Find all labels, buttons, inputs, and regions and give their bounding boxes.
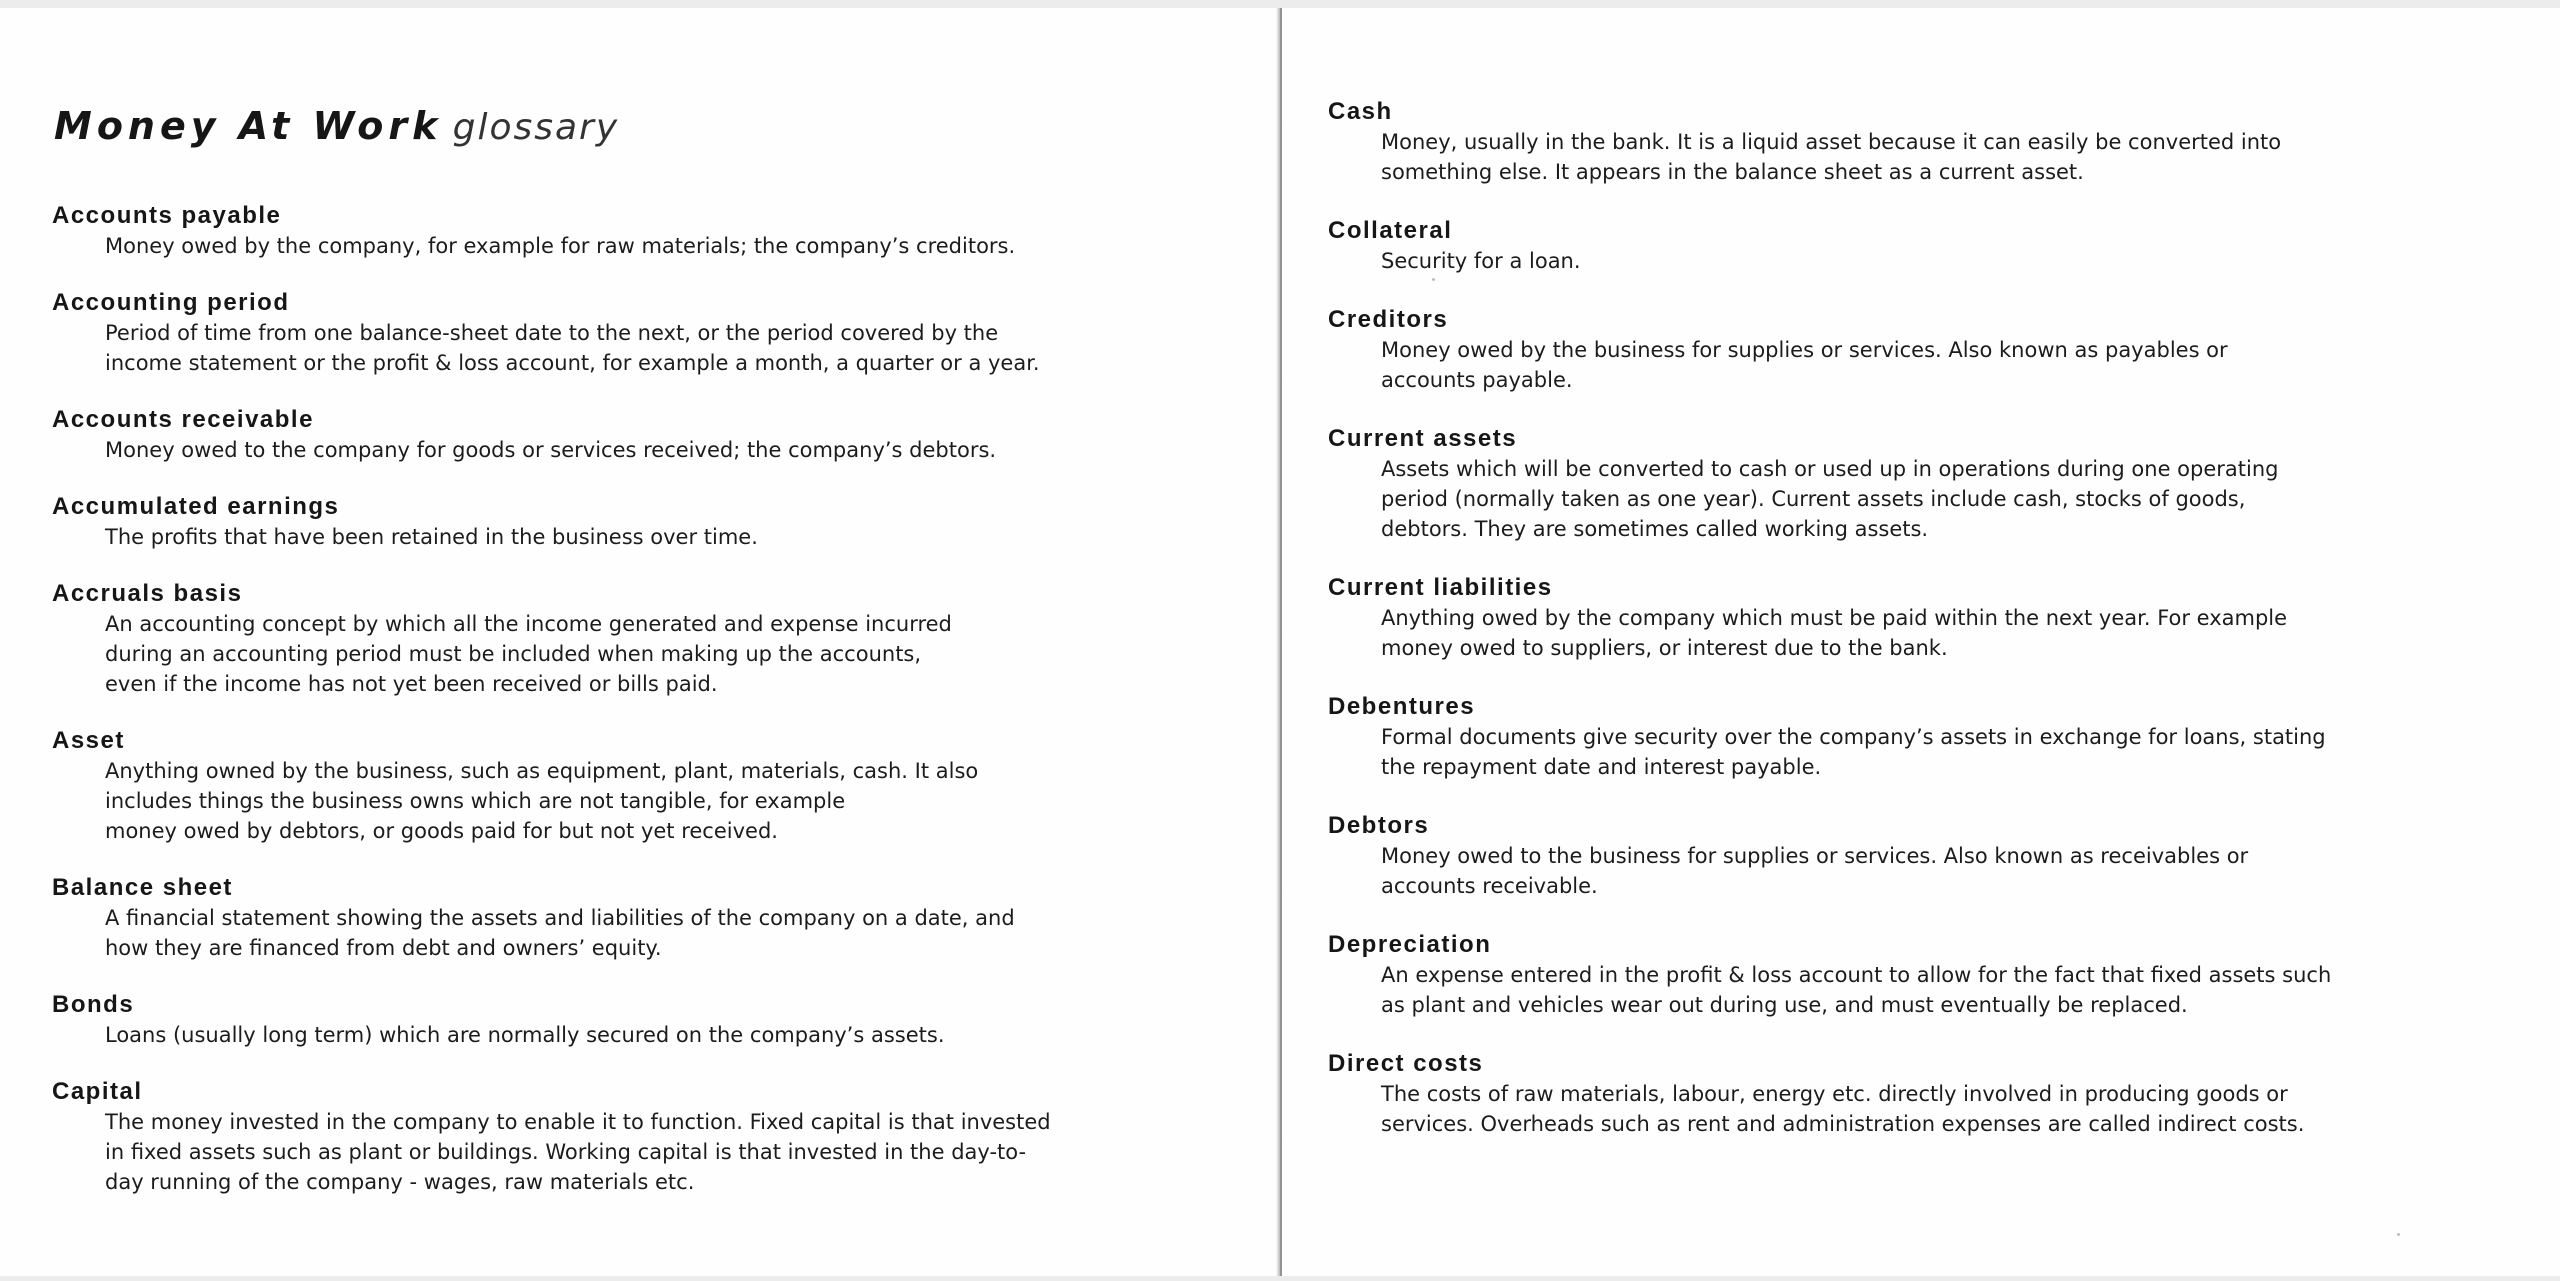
definition-line: Assets which will be converted to cash or used up in operations during one operating: [1381, 457, 2279, 481]
glossary-entry: [1328, 305, 2428, 395]
glossary-definition: [52, 609, 1152, 699]
glossary-entry: [1328, 216, 2428, 276]
glossary-definition: [52, 756, 1152, 846]
glossary-entry: [1328, 424, 2428, 544]
definition-line: money owed by debtors, or goods paid for but not yet received.: [105, 819, 778, 843]
definition-line: Period of time from one balance-sheet date to the next, or the period covered by the: [105, 321, 999, 345]
definition-line: day running of the company - wages, raw materials etc.: [105, 1170, 695, 1194]
definition-line: Anything owed by the company which must be paid within the next year. For example: [1381, 606, 2288, 630]
glossary-term: Accumulated earnings: [52, 493, 340, 520]
glossary-entry: [52, 492, 1152, 552]
glossary-definition: [1328, 335, 2428, 395]
definition-line: how they are financed from debt and owners’ equity.: [105, 936, 662, 960]
glossary-entry: [52, 579, 1152, 699]
glossary-entry: [52, 990, 1152, 1050]
glossary-term: Debtors: [1328, 812, 1430, 839]
definition-line: Money owed by the company, for example for raw materials; the company’s creditors.: [105, 234, 1016, 258]
glossary-entry: [1328, 97, 2428, 187]
definition-line: Money owed by the business for supplies or services. Also known as payables or: [1381, 338, 2228, 362]
definition-line: A financial statement showing the assets and liabilities of the company on a date, and: [105, 906, 1015, 930]
definition-line: Security for a loan.: [1381, 249, 1581, 273]
glossary-definition: [52, 318, 1152, 378]
paper-speck: [2397, 1233, 2400, 1236]
title-light: glossary: [452, 107, 620, 148]
glossary-entry: [1328, 811, 2428, 901]
definition-line: Money owed to the company for goods or services received; the company’s debtors.: [105, 438, 997, 462]
glossary-definition: [1328, 960, 2428, 1020]
glossary-entry: [1328, 930, 2428, 1020]
glossary-definition: [1328, 246, 2428, 276]
definition-line: An expense entered in the profit & loss account to allow for the fact that fixed assets such: [1381, 963, 2332, 987]
glossary-term: Current liabilities: [1328, 574, 1553, 601]
glossary-entry: [1328, 692, 2428, 782]
glossary-entry: [52, 405, 1152, 465]
glossary-term: Accruals basis: [52, 580, 243, 607]
definition-line: The money invested in the company to enable it to function. Fixed capital is that invested: [105, 1110, 1051, 1134]
glossary-column-left: [52, 201, 1152, 1224]
definition-line: Money, usually in the bank. It is a liquid asset because it can easily be converted into: [1381, 130, 2282, 154]
definition-line: Anything owned by the business, such as equipment, plant, materials, cash. It also: [105, 759, 979, 783]
glossary-entry: [52, 1077, 1152, 1197]
glossary-entry: [52, 873, 1152, 963]
glossary-term: Cash: [1328, 98, 1393, 125]
glossary-definition: [1328, 722, 2428, 782]
definition-line: as plant and vehicles wear out during use, and must eventually be replaced.: [1381, 993, 2188, 1017]
definition-line: something else. It appears in the balance sheet as a current asset.: [1381, 160, 2084, 184]
glossary-term: Bonds: [52, 991, 135, 1018]
glossary-definition: [1328, 1079, 2428, 1139]
glossary-definition: [1328, 841, 2428, 901]
definition-line: during an accounting period must be included when making up the accounts,: [105, 642, 922, 666]
glossary-definition: [52, 435, 1152, 465]
glossary-column-right: [1328, 97, 2428, 1168]
definition-line: money owed to suppliers, or interest due to the bank.: [1381, 636, 1948, 660]
definition-line: Money owed to the business for supplies or services. Also known as receivables or: [1381, 844, 2249, 868]
definition-line: in fixed assets such as plant or buildings. Working capital is that invested in the day-to-: [105, 1140, 1027, 1164]
definition-line: debtors. They are sometimes called working assets.: [1381, 517, 1929, 541]
definition-line: accounts payable.: [1381, 368, 1573, 392]
page-title: [54, 104, 619, 148]
definition-line: the repayment date and interest payable.: [1381, 755, 1822, 779]
definition-line: The profits that have been retained in the business over time.: [105, 525, 758, 549]
glossary-term: Debentures: [1328, 693, 1476, 720]
glossary-term: Accounting period: [52, 289, 290, 316]
definition-line: An accounting concept by which all the income generated and expense incurred: [105, 612, 952, 636]
glossary-term: Creditors: [1328, 306, 1449, 333]
glossary-definition: [1328, 127, 2428, 187]
definition-line: includes things the business owns which are not tangible, for example: [105, 789, 846, 813]
glossary-term: Balance sheet: [52, 874, 233, 901]
definition-line: income statement or the profit & loss account, for example a month, a quarter or a year.: [105, 351, 1040, 375]
glossary-term: Depreciation: [1328, 931, 1492, 958]
glossary-definition: [1328, 603, 2428, 663]
glossary-entry: [52, 288, 1152, 378]
glossary-term: Current assets: [1328, 425, 1518, 452]
glossary-term: Capital: [52, 1078, 143, 1105]
glossary-term: Accounts payable: [52, 202, 282, 229]
glossary-definition: [52, 522, 1152, 552]
glossary-entry: [52, 201, 1152, 261]
glossary-term: Collateral: [1328, 217, 1453, 244]
glossary-definition: [52, 903, 1152, 963]
definition-line: The costs of raw materials, labour, energy etc. directly involved in producing goods or: [1381, 1082, 2288, 1106]
definition-line: Formal documents give security over the company’s assets in exchange for loans, stating: [1381, 725, 2326, 749]
definition-line: services. Overheads such as rent and administration expenses are called indirect costs.: [1381, 1112, 2305, 1136]
glossary-definition: [1328, 454, 2428, 544]
glossary-definition: [52, 1107, 1152, 1197]
definition-line: Loans (usually long term) which are normally secured on the company’s assets.: [105, 1023, 945, 1047]
glossary-entry: [52, 726, 1152, 846]
glossary-term: Direct costs: [1328, 1050, 1484, 1077]
glossary-term: Asset: [52, 727, 125, 754]
definition-line: even if the income has not yet been received or bills paid.: [105, 672, 718, 696]
definition-line: accounts receivable.: [1381, 874, 1598, 898]
glossary-definition: [52, 1020, 1152, 1050]
glossary-term: Accounts receivable: [52, 406, 314, 433]
glossary-entry: [1328, 1049, 2428, 1139]
definition-line: period (normally taken as one year). Current assets include cash, stocks of goods,: [1381, 487, 2246, 511]
glossary-entry: [1328, 573, 2428, 663]
title-strong: Money At Work: [54, 104, 443, 148]
glossary-definition: [52, 231, 1152, 261]
